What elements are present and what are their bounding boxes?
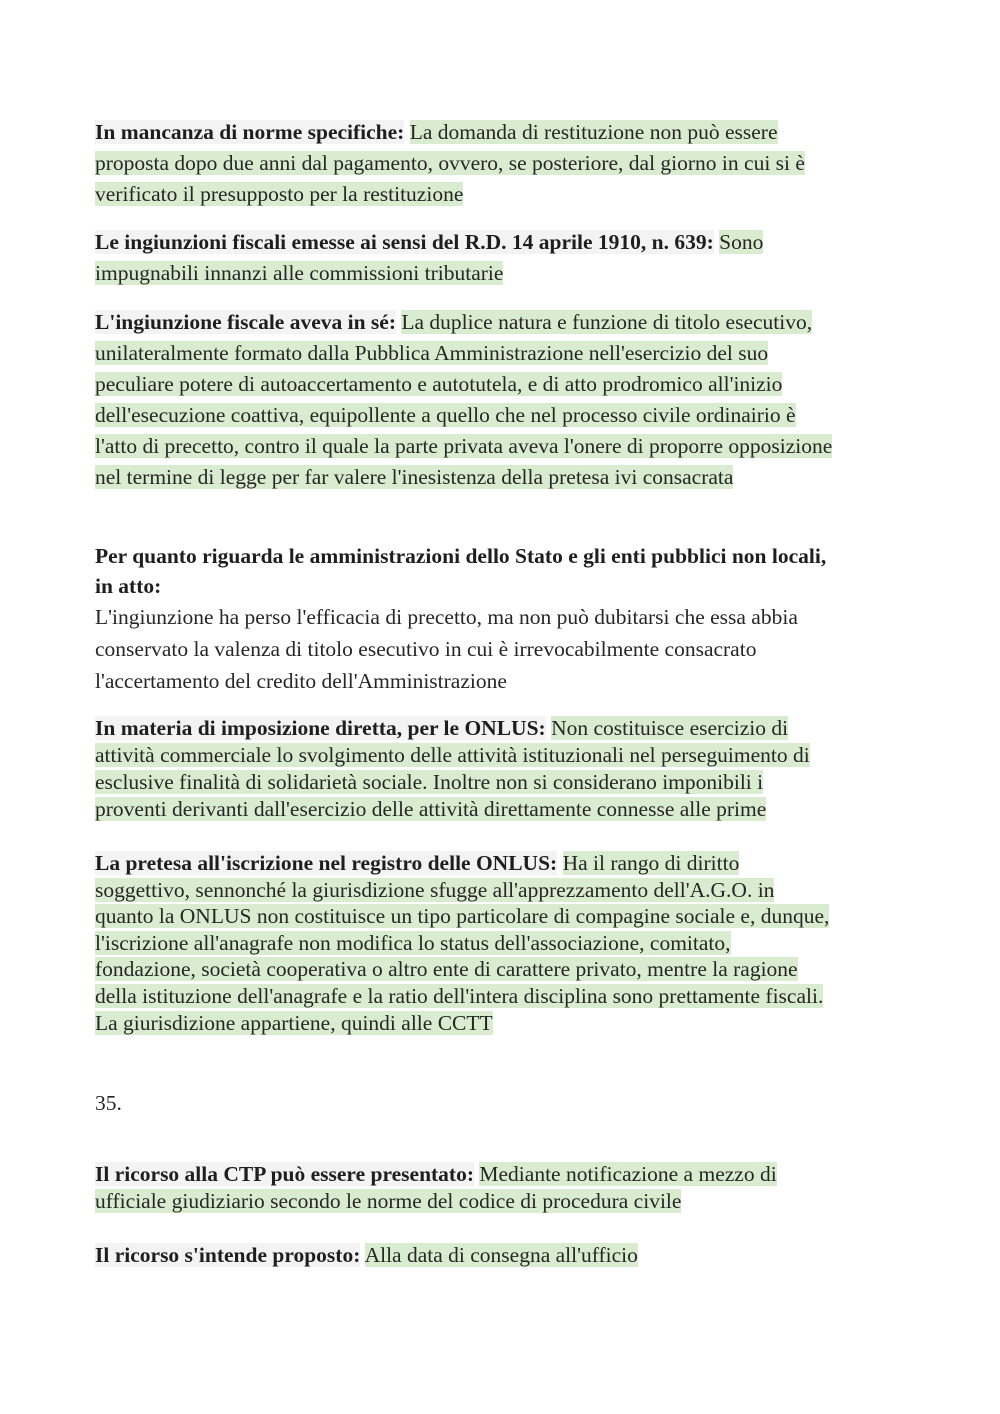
answer-text: Mediante notificazione a mezzo di — [479, 1162, 777, 1186]
qa-block-ricorso-ctp — [95, 1161, 910, 1215]
section-number: 35. — [95, 1091, 122, 1115]
question-text: Il ricorso alla CTP può essere presentato: — [95, 1162, 475, 1186]
answer-text: L'ingiunzione ha perso l'efficacia di precetto, ma non può dubitarsi che essa abbia — [95, 605, 798, 629]
qa-block-ingiunzioni — [95, 227, 910, 289]
qa-block-ricorso-proposto — [95, 1242, 910, 1269]
answer-text: La domanda di restituzione non può essere — [409, 120, 778, 144]
answer-text: proposta dopo due anni dal pagamento, ovvero, se posteriore, dal giorno in cui si è — [95, 151, 805, 175]
answer-text: l'iscrizione all'anagrafe non modifica lo status dell'associazione, comitato, — [95, 930, 731, 955]
question-text: Il ricorso s'intende proposto: — [95, 1243, 361, 1267]
answer-text: Sono — [719, 230, 764, 254]
answer-text: peculiare potere di autoaccertamento e autotutela, e di atto prodromico all'inizio — [95, 372, 783, 396]
answer-text: dell'esecuzione coattiva, equipollente a quello che nel processo civile ordinairio è — [95, 403, 796, 427]
answer-text: l'accertamento del credito dell'Amministrazione — [95, 669, 507, 693]
qa-block-restituzione — [95, 117, 910, 210]
answer-text: esclusive finalità di solidarietà sociale. Inoltre non si considerano imponibili i — [95, 770, 764, 794]
answer-text: La duplice natura e funzione di titolo esecutivo, — [401, 310, 813, 334]
answer-text: della istituzione dell'anagrafe e la ratio dell'intera disciplina sono prettamente fiscali. — [95, 983, 824, 1008]
answer-text: Alla data di consegna all'ufficio — [364, 1243, 638, 1267]
question-text: In materia di imposizione diretta, per le ONLUS: — [95, 716, 546, 740]
answer-text: Ha il rango di diritto — [562, 851, 740, 875]
qa-block-onlus-imposizione — [95, 715, 910, 823]
answer-text: unilateralmente formato dalla Pubblica Amministrazione nell'esercizio del suo — [95, 341, 769, 365]
answer-text: proventi derivanti dall'esercizio delle attività direttamente connesse alle prime — [95, 797, 767, 821]
qa-block-onlus-registro — [95, 850, 910, 1036]
answer-text: fondazione, società cooperativa o altro ente di carattere privato, mentre la ragione — [95, 957, 798, 982]
question-text: La pretesa all'iscrizione nel registro delle ONLUS: — [95, 851, 558, 875]
answer-text: Non costituisce esercizio di — [551, 716, 789, 740]
answer-text: quanto la ONLUS non costituisce un tipo particolare di compagine sociale e, dunque, — [95, 904, 830, 929]
answer-text: verificato il presupposto per la restituzione — [95, 182, 464, 206]
question-text: Per quanto riguarda le amministrazioni dello Stato e gli enti pubblici non locali, — [95, 544, 827, 568]
answer-text: ufficiale giudiziario secondo le norme del codice di procedura civile — [95, 1189, 682, 1213]
question-text: Le ingiunzioni fiscali emesse ai sensi del R.D. 14 aprile 1910, n. 639: — [95, 230, 714, 254]
answer-text: l'atto di precetto, contro il quale la parte privata aveva l'onere di proporre opposizione — [95, 434, 833, 458]
qa-block-ingiunzione-natura — [95, 307, 910, 493]
question-text: L'ingiunzione fiscale aveva in sé: — [95, 310, 396, 334]
question-text: In mancanza di norme specifiche: — [95, 120, 405, 144]
answer-text: attività commerciale lo svolgimento delle attività istituzionali nel perseguimento di — [95, 743, 810, 767]
answer-text: impugnabili innanzi alle commissioni tributarie — [95, 261, 504, 285]
answer-text: soggettivo, sennonché la giurisdizione sfugge all'apprezzamento dell'A.G.O. in — [95, 877, 775, 902]
answer-text: La giurisdizione appartiene, quindi alle CCTT — [95, 1010, 493, 1035]
qa-block-amministrazioni-stato — [95, 541, 910, 697]
question-text: in atto: — [95, 574, 162, 598]
answer-text: conservato la valenza di titolo esecutivo in cui è irrevocabilmente consacrato — [95, 637, 757, 661]
answer-text: nel termine di legge per far valere l'inesistenza della pretesa ivi consacrata — [95, 465, 734, 489]
